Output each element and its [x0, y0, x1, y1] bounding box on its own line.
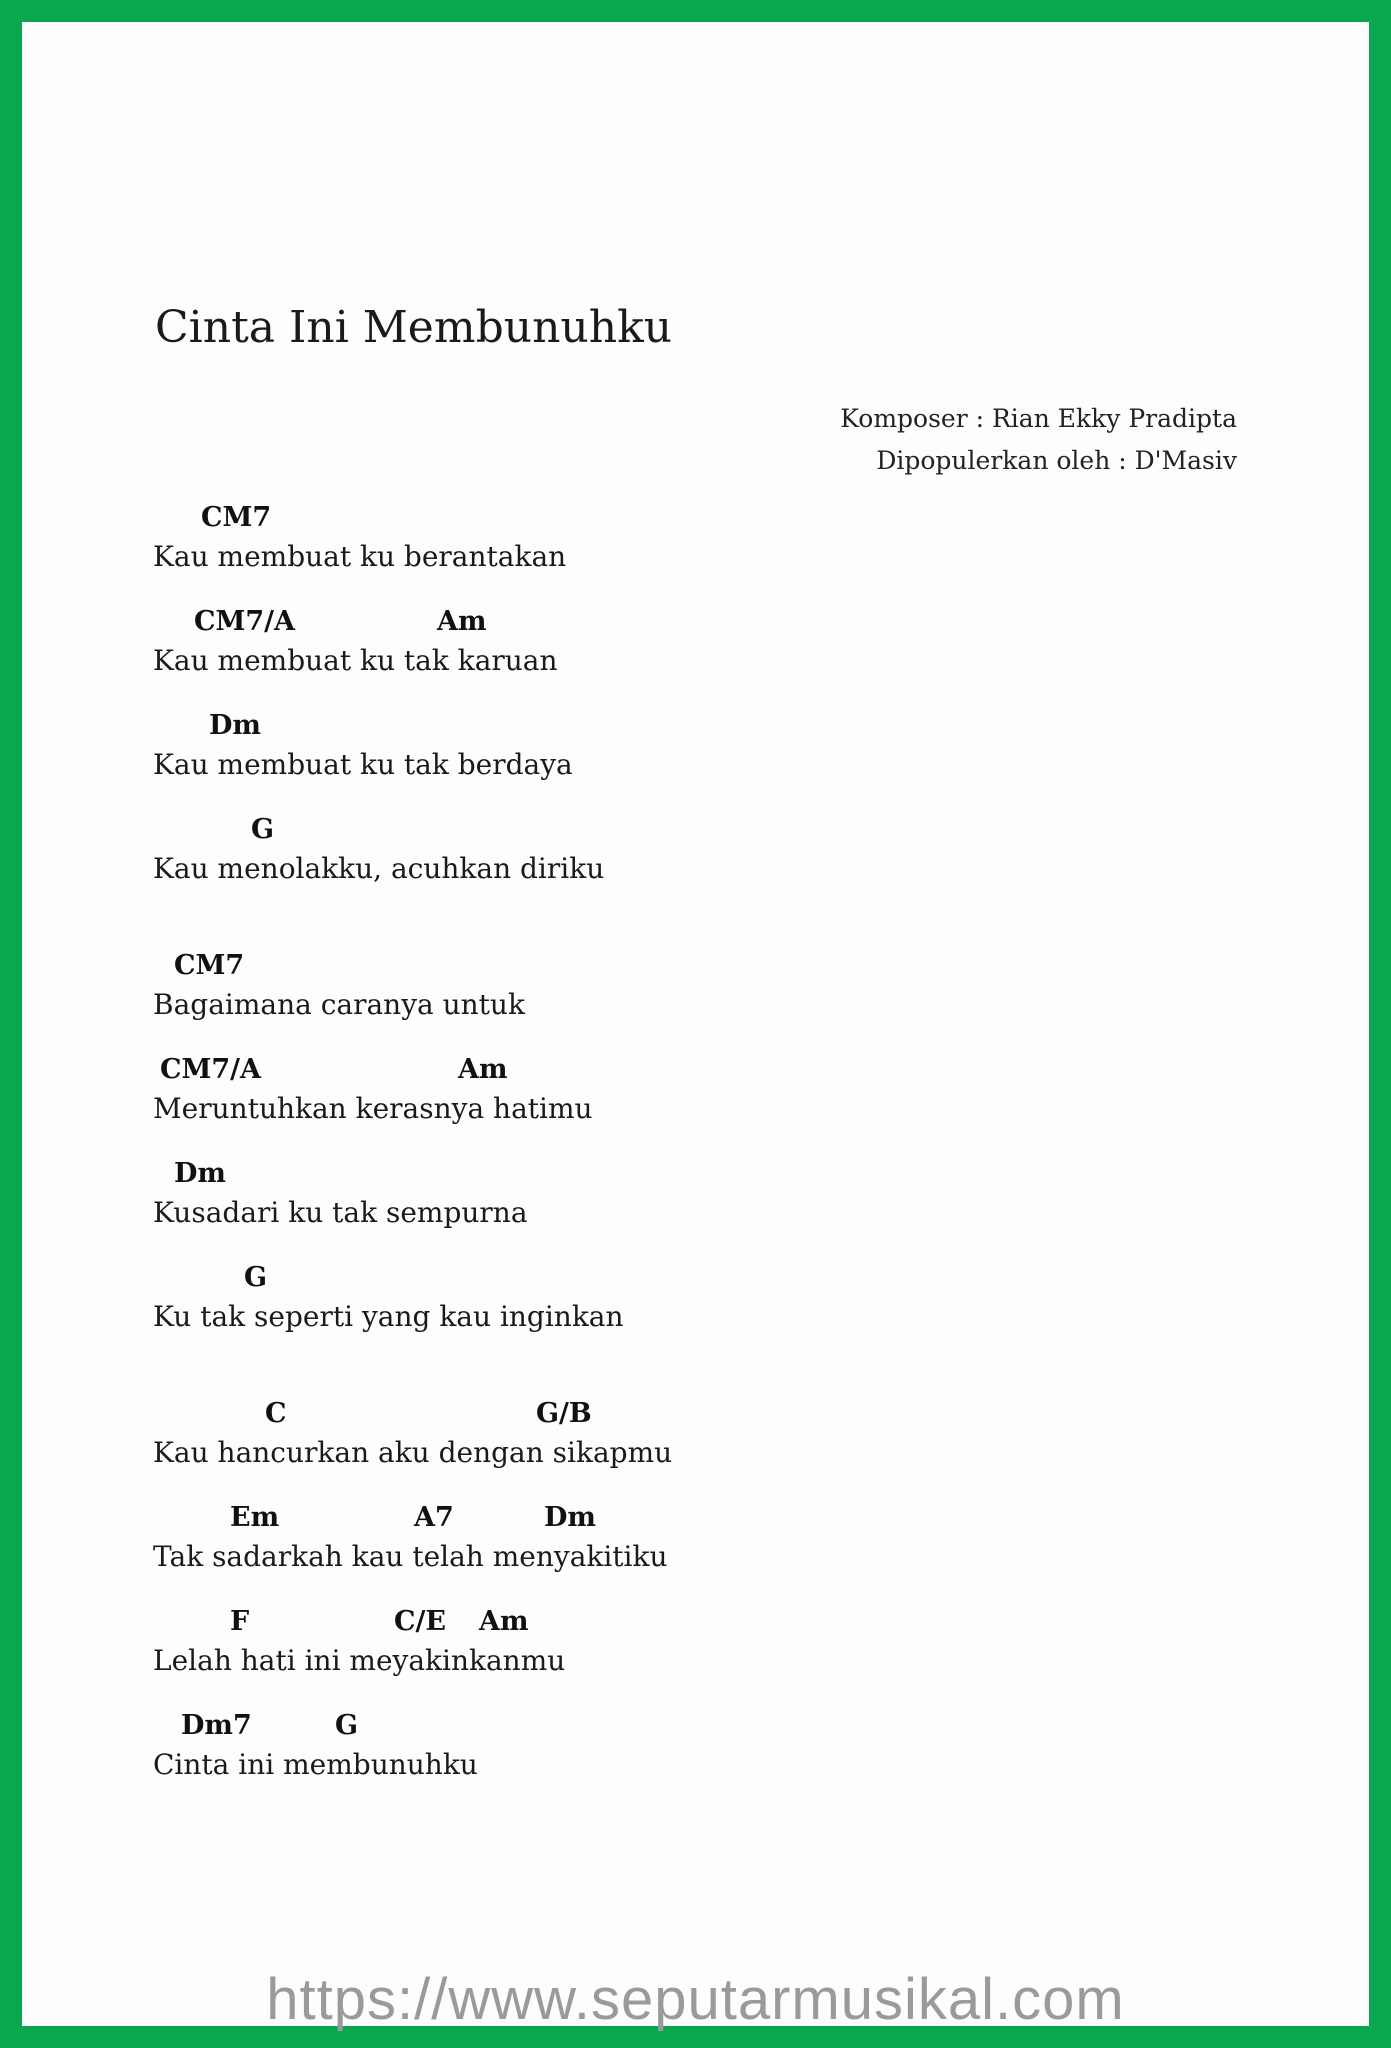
- chord-row: [153, 606, 953, 642]
- lyric-line: Kau membuat ku tak karuan: [153, 644, 558, 677]
- lyric-line: Kau membuat ku tak berdaya: [153, 748, 573, 781]
- chord: Dm7: [181, 1710, 252, 1741]
- song-line: [153, 1606, 953, 1696]
- song-line: [153, 950, 953, 1040]
- chord: Em: [230, 1502, 280, 1533]
- lyric-line: Lelah hati ini meyakinkanmu: [153, 1644, 566, 1677]
- song-line: [153, 1054, 953, 1144]
- song-line: [153, 502, 953, 592]
- chord: Dm: [174, 1158, 226, 1189]
- chord: CM7/A: [194, 606, 295, 637]
- chord-row: [153, 1502, 953, 1538]
- song-title: Cinta Ini Membunuhku: [155, 302, 673, 353]
- chord: CM7: [201, 502, 272, 533]
- chord: Dm: [544, 1502, 596, 1533]
- song-line: [153, 1398, 953, 1488]
- song-line: [153, 606, 953, 696]
- lyric-line: Bagaimana caranya untuk: [153, 988, 525, 1021]
- lyric-line: Meruntuhkan kerasnya hatimu: [153, 1092, 593, 1125]
- lyric-line: Ku tak seperti yang kau inginkan: [153, 1300, 624, 1333]
- chord-row: [153, 1606, 953, 1642]
- chord: CM7: [174, 950, 245, 981]
- chord: Am: [437, 606, 487, 637]
- chord: Am: [458, 1054, 508, 1085]
- song-line: [153, 1502, 953, 1592]
- chord-row: [153, 502, 953, 538]
- chord: CM7/A: [160, 1054, 261, 1085]
- song-credits: [840, 398, 1237, 482]
- composer-credit: Komposer : Rian Ekky Pradipta: [840, 404, 1237, 433]
- chord: G/B: [536, 1398, 592, 1429]
- lyric-line: Kau hancurkan aku dengan sikapmu: [153, 1436, 673, 1469]
- chord-row: [153, 950, 953, 986]
- chord-row: [153, 1158, 953, 1194]
- song-line: [153, 1262, 953, 1352]
- chord: G: [244, 1262, 268, 1293]
- chord-row: [153, 1262, 953, 1298]
- song-line: [153, 814, 953, 904]
- chord-row: [153, 1710, 953, 1746]
- chord: A7: [414, 1502, 454, 1533]
- chord: Dm: [209, 710, 261, 741]
- chord: C: [265, 1398, 287, 1429]
- song-line: [153, 710, 953, 800]
- chord-row: [153, 814, 953, 850]
- lyric-line: Kusadari ku tak sempurna: [153, 1196, 528, 1229]
- song-line: [153, 1710, 953, 1800]
- website-watermark: https://www.seputarmusikal.com: [266, 1967, 1125, 2032]
- chord-row: [153, 710, 953, 746]
- lyric-line: Cinta ini membunuhku: [153, 1748, 478, 1781]
- lyric-line: Tak sadarkah kau telah menyakitiku: [153, 1540, 668, 1573]
- popularized-by-credit: Dipopulerkan oleh : D'Masiv: [876, 446, 1237, 475]
- chord: C/E: [394, 1606, 446, 1637]
- lyric-line: Kau menolakku, acuhkan diriku: [153, 852, 605, 885]
- song-line: [153, 1158, 953, 1248]
- lyric-line: Kau membuat ku berantakan: [153, 540, 567, 573]
- chord: F: [230, 1606, 250, 1637]
- chord-row: [153, 1054, 953, 1090]
- chord: G: [251, 814, 275, 845]
- chord: Am: [479, 1606, 529, 1637]
- chord: G: [335, 1710, 359, 1741]
- chord-row: [153, 1398, 953, 1434]
